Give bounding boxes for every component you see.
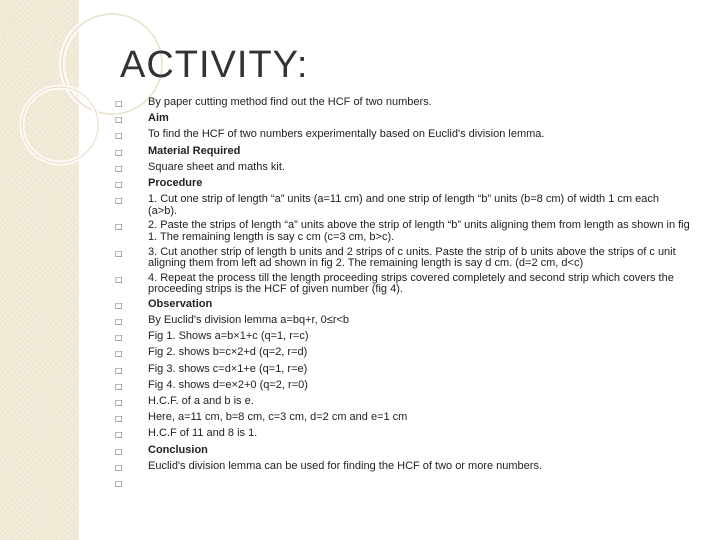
list-item xyxy=(115,97,690,110)
bullet-icon: □ xyxy=(115,248,123,258)
bullet-icon: □ xyxy=(115,115,123,125)
list-item xyxy=(115,146,690,159)
bullet-icon: □ xyxy=(115,478,123,488)
bullet-icon: □ xyxy=(115,398,123,407)
bullet-icon: □ xyxy=(115,222,123,232)
list-item xyxy=(115,477,690,490)
bullet-icon: □ xyxy=(115,179,123,189)
list-item xyxy=(115,162,690,175)
bullet-icon: □ xyxy=(115,333,123,343)
bullet-icon: □ xyxy=(115,196,123,206)
bullet-icon: □ xyxy=(115,349,123,359)
item-text: H.C.F. of a and b is e. xyxy=(148,395,254,407)
bullet-icon: □ xyxy=(115,381,123,391)
bullet-list xyxy=(115,97,690,493)
item-text: To find the HCF of two numbers experimentally based on Euclid's division lemma. xyxy=(148,128,545,141)
item-text: Fig 4. shows d=e×2+0 (q=2, r=0) xyxy=(148,378,308,391)
item-text: 1. Cut one strip of length “a” units (a=11 cm) and one strip of length “b” units (b=8 cm) of width 1 cm each (a>b). xyxy=(148,193,659,217)
list-item xyxy=(115,347,690,360)
list-item xyxy=(115,461,690,474)
list-item xyxy=(115,178,690,191)
bullet-icon: □ xyxy=(115,99,123,108)
list-item xyxy=(115,412,690,425)
item-text: Fig 2. shows b=c×2+d (q=2, r=d) xyxy=(148,346,308,359)
bullet-icon: □ xyxy=(115,462,123,472)
list-item xyxy=(115,113,690,126)
bullet-icon: □ xyxy=(115,147,123,157)
section-heading: Aim xyxy=(148,112,169,125)
list-item xyxy=(115,331,690,344)
item-text: Square sheet and maths kit. xyxy=(148,160,285,173)
list-item xyxy=(115,315,690,328)
item-text: Fig 1. Shows a=b×1+c (q=1, r=c) xyxy=(148,330,309,343)
bullet-icon: □ xyxy=(115,300,123,310)
list-item xyxy=(115,247,690,270)
list-item xyxy=(115,220,690,243)
item-text: 3. Cut another strip of length b units and 2 strips of c units. Paste the strip of b units above the strips of c unit aligning them from left ad shown in fig 2. The remaining length is say d cm. (d=2 cm, d<c) xyxy=(148,245,676,269)
item-text: By Euclid's division lemma a=bq+r, 0≤r<b xyxy=(148,314,350,327)
bullet-icon: □ xyxy=(115,274,123,284)
list-item xyxy=(115,445,690,458)
item-text: By paper cutting method find out the HCF of two numbers. xyxy=(148,96,432,108)
bullet-icon: □ xyxy=(115,414,123,424)
slide-title: ACTIVITY: xyxy=(120,44,309,86)
bullet-icon: □ xyxy=(115,163,123,173)
bullet-icon: □ xyxy=(115,131,123,141)
list-item xyxy=(115,396,690,409)
list-item xyxy=(115,428,690,441)
item-text: 4. Repeat the process till the length proceeding strips covered completely and second strip which covers the proceeding strips is the HCF of given number (fig 4). xyxy=(148,271,674,296)
bullet-icon: □ xyxy=(115,317,123,327)
item-text: Here, a=11 cm, b=8 cm, c=3 cm, d=2 cm and e=1 cm xyxy=(148,411,408,424)
section-heading: Material Required xyxy=(148,144,241,157)
list-item xyxy=(115,364,690,377)
list-item xyxy=(115,380,690,393)
list-item xyxy=(115,129,690,142)
section-heading: Observation xyxy=(148,297,213,310)
section-heading: Procedure xyxy=(148,176,203,189)
item-text: H.C.F of 11 and 8 is 1. xyxy=(148,427,258,440)
section-heading: Conclusion xyxy=(148,443,208,456)
list-item xyxy=(115,299,690,312)
bullet-icon: □ xyxy=(115,365,123,375)
item-text: Euclid's division lemma can be used for finding the HCF of two or more numbers. xyxy=(148,459,542,472)
item-text: 2. Paste the strips of length “a” units above the strip of length “b” units aligning them from length as shown in fig 1. The remaining length is say c cm (c=3 cm, b>c). xyxy=(148,219,690,243)
list-item xyxy=(115,194,690,217)
bullet-icon: □ xyxy=(115,430,123,440)
list-item xyxy=(115,273,690,296)
bullet-icon: □ xyxy=(115,446,123,456)
item-text: Fig 3. shows c=d×1+e (q=1, r=e) xyxy=(148,362,308,375)
